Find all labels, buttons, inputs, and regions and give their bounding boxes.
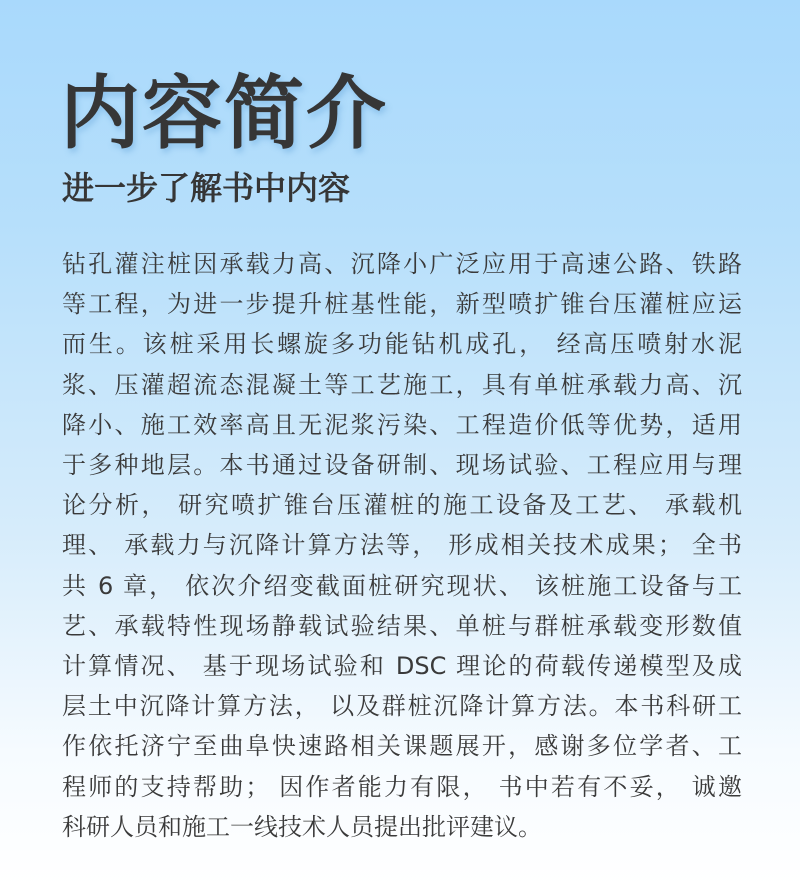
page-title: 内容简介 <box>60 67 388 160</box>
paragraph-line: 钻孔灌注桩因承载力高、沉降小广泛应用于高速公路、铁路 <box>62 250 742 278</box>
paragraph-line: 而生。该桩采用长螺旋多功能钻机成孔， 经高压喷射水泥 <box>62 330 742 359</box>
paragraph-line: 共 6 章， 依次介绍变截面桩研究现状、 该桩施工设备与工 <box>62 571 742 600</box>
paragraph-line: 理、 承载力与沉降计算方法等， 形成相关技术成果； 全书 <box>62 531 742 560</box>
intro-paragraph <box>62 244 742 847</box>
paragraph-line: 程师的支持帮助； 因作者能力有限， 书中若有不妥， 诚邀 <box>62 772 742 801</box>
paragraph-line: 浆、压灌超流态混凝土等工艺施工，具有单桩承载力高、沉 <box>62 370 742 399</box>
paragraph-line: 层土中沉降计算方法， 以及群桩沉降计算方法。本书科研工 <box>62 692 742 721</box>
paragraph-line: 等工程，为进一步提升桩基性能，新型喷扩锥台压灌桩应运 <box>62 290 742 319</box>
paragraph-line: 降小、施工效率高且无泥浆污染、工程造价低等优势，适用 <box>62 410 742 439</box>
page-subtitle: 进一步了解书中内容 <box>62 169 351 207</box>
paragraph-line: 于多种地层。本书通过设备研制、现场试验、工程应用与理 <box>62 451 742 480</box>
paragraph-line: 作依托济宁至曲阜快速路相关课题展开，感谢多位学者、工 <box>62 732 742 761</box>
paragraph-line: 论分析， 研究喷扩锥台压灌桩的施工设备及工艺、 承载机 <box>62 491 742 520</box>
paragraph-line: 计算情况、 基于现场试验和 DSC 理论的荷载传递模型及成 <box>62 652 742 681</box>
paragraph-line: 科研人员和施工一线技术人员提出批评建议。 <box>62 812 542 841</box>
paragraph-line: 艺、承载特性现场静载试验结果、单桩与群桩承载变形数值 <box>62 611 742 640</box>
